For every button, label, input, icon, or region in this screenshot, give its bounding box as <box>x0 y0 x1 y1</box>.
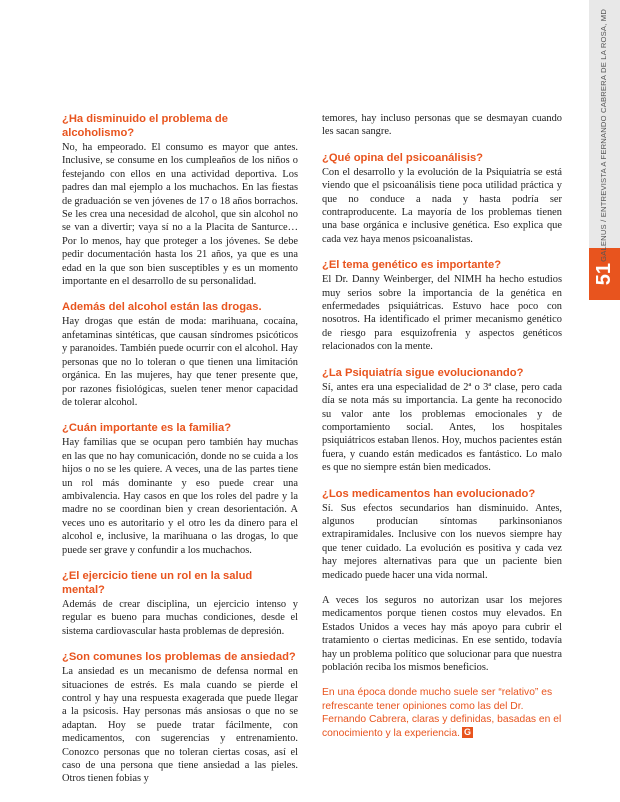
section-body-anxiety: La ansiedad es un mecanismo de defensa normal en situaciones de estrés. Es mala cuando se pierde el control y hay una respuesta exagerada que puede llegar a la psicosis. Hay personas más ansiosas o que no se adaptan. Hoy se puede tratar fácilmente, con medicamentos, con sugerencias y entrenamiento. Conozco personas que no toleran ciertas cosas, así el caso de una persona que tiene ansiedad a las pieles. Otros tienen fobias y <box>62 666 298 785</box>
continued-paragraph: temores, hay incluso personas que se desmayan cuando les sacan sangre. <box>322 113 562 138</box>
section-body-family: Hay familias que se ocupan pero también hay muchas en las que no hay comunicación, donde no se cuida a los hijos o no se les quiere. A veces, una de las partes tiene un rol más dominante y eso puede crear una ambivalencia. Hay casos en que los roles del padre y la madre no se coordinan bien y crean desorientación. A veces uno es autoritario y el otro les da dinero para el alcohol e, inclusive, la marihuana o las drogas, lo que puede ser grave y confundir a los muchachos. <box>62 437 298 556</box>
section-heading-anxiety: ¿Son comunes los problemas de ansiedad? <box>62 651 296 664</box>
section-body-psychoanalysis: Con el desarrollo y la evolución de la Psiquiatría se está viendo que el psicoanálisis tiene poca utilidad práctica y que no conduce a nada y hasta podría ser contraproducente. La mayoría de los problemas tienen una base orgánica e inclusive genética. Eso explica que cada vez haya menos psicoanalistas. <box>322 166 562 245</box>
section-body-drugs: Hay drogas que están de moda: marihuana, cocaína, anfetaminas sintéticas, que causan síndromes psicóticos y paranoides. También puede ocurrir con el alcohol. Hay personas que no lo toleran o que tienen una limitación orgánica. En las mujeres, hay que tener presente que, por razones fisiológicas, suelen tener menor capacidad de tolerar alcohol. <box>62 316 298 408</box>
end-mark-icon: G <box>463 726 471 737</box>
section-heading-alcoholism: ¿Ha disminuido el problema de alcoholismo? <box>62 113 228 139</box>
closing-text: En una época donde mucho suele ser “relativo” es refrescante tener opiniones como las del Dr. Fernando Cabrera, claras y definidas, basadas en el conocimiento y la experiencia. <box>322 687 562 739</box>
section-heading-drugs: Además del alcohol están las drogas. <box>62 301 262 314</box>
section-heading-psychoanalysis: ¿Qué opina del psicoanálisis? <box>322 151 484 164</box>
page-number <box>589 248 620 300</box>
section-heading-psychiatry: ¿La Psiquiatría sigue evolucionando? <box>322 366 524 379</box>
section-heading-genetics: ¿El tema genético es importante? <box>322 259 502 272</box>
left-column <box>62 112 298 798</box>
closing-statement <box>322 686 562 740</box>
section-heading-family: ¿Cuán importante es la familia? <box>62 422 232 435</box>
section-body-exercise: Además de crear disciplina, un ejercicio intenso y regular es bueno para muchas condiciones, desde el sistema cardiovascular hasta problemas de depresión. <box>62 598 298 637</box>
section-body-psychiatry: Sí, antes era una especialidad de 2ª o 3ª clase, pero cada día se nota más su importancia. La gente ha reconocido su valor ante los problemas emocionales y de comportamiento social. Antes, los hospitales psiquiátricos estaban llenos. Hoy, muchos pacientes están fuera, y cuando están medicados es fantástico. Lo malo es que no siempre están bien medicados. <box>322 381 562 474</box>
section-heading-medications: ¿Los medicamentos han evolucionado? <box>322 487 536 500</box>
running-head <box>590 8 616 262</box>
final-paragraph: A veces los seguros no autorizan usar los mejores medicamentos porque tienen costos muy elevados. En Estados Unidos a veces hay más apoyo para cubrir el tratamiento o ciertas medicinas. En ese sentido, todavía hay un problema político que solucionar para que nuestra población reciba los mismos beneficios. <box>322 594 562 673</box>
section-body-medications: Sí. Sus efectos secundarios han disminuido. Antes, algunos producían síntomas parkinsonianos extrapiramidales. Inclusive con los nuevos siempre hay que tener cuidado. La evolución es positiva y cada vez hay mejores alternativas para que un paciente bien medicado puede hacer una vida normal. <box>322 502 562 581</box>
running-head-text: GALENUS / ENTREVISTA A FERNANDO CABRERA DE LA ROSA, MD <box>598 8 608 262</box>
page-number-text: 51 <box>593 262 615 286</box>
section-body-alcoholism: No, ha empeorado. El consumo es mayor que antes. Inclusive, se consume en los cumpleaños de los niños o festejando con ellos en una actividad deportiva. Los padres dan mal ejemplo a los muchachos. En las fiestas de graduación se ven jóvenes de 17 o 18 años borrachos. Se les crea una necesidad de alcohol, que sin alcohol no se van a divertir; vaya sí no a la Placita de Santurce… Por lo menos, hay que proteger a los jóvenes. Se debe pedir documentación hasta los 21 años, ya que es una edad en la que son bien susceptibles y es un momento importante en el desarrollo de su personalidad. <box>62 142 298 288</box>
section-heading-exercise: ¿El ejercicio tiene un rol en la salud mental? <box>62 569 253 596</box>
right-column <box>322 112 562 740</box>
section-body-genetics: El Dr. Danny Weinberger, del NIMH ha hecho estudios muy serios sobre la importancia de la genética en enfermedades psiquiátricas. Estuvo hace poco con nosotros. Ha identificado el primer mecanismo genético de riesgo para esquizofrenia y aspectos genéticos relacionados con la mente. <box>322 274 562 353</box>
